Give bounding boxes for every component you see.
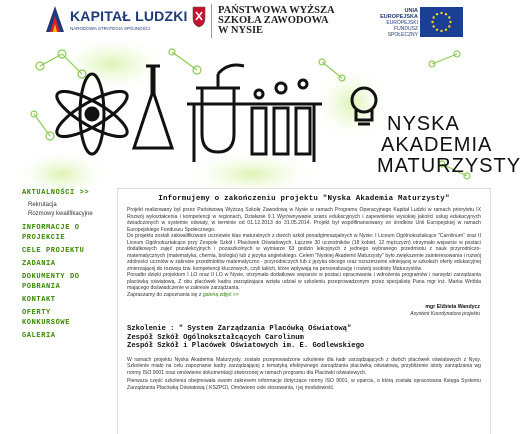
article-2-title bbox=[118, 325, 490, 351]
kapital-ludzki-emblem-icon bbox=[44, 4, 66, 34]
eu-line-1: UNIA EUROPEJSKA bbox=[380, 8, 418, 20]
pwsz-name bbox=[218, 6, 335, 36]
article-1-body bbox=[118, 207, 490, 298]
article-2-title-line-3: Zespół Szkół i Placówek Oświatowych im. E. Godlewskiego bbox=[127, 342, 365, 350]
banner-title-line-2: AKADEMIA bbox=[381, 134, 493, 156]
pwsz-line-2: SZKOŁA ZAWODOWA bbox=[218, 15, 329, 26]
sidebar-item-informacje[interactable]: INFORMACJE O PROJEKCIE bbox=[22, 224, 80, 242]
article-2-paragraph-2: Pierwsza część szkolenia obejmowała swoim zakresem informacje dotyczące normy ISO 9001, w oparciu, o którą została opracowana Księga Systemu Zarządzania Placówką Oświatową ( KSZPO). Omówiono cele stosowania, i jej modułowość. bbox=[127, 378, 481, 391]
eu-line-2: EUROPEJSKI bbox=[386, 20, 418, 26]
header-logos bbox=[0, 0, 500, 44]
article-2-title-line-1: Szkolenie : " System Zarządzania Placówką Oświatową" bbox=[127, 325, 352, 333]
gallery-link[interactable]: galerią zdjęć >> bbox=[202, 291, 239, 298]
signature-role: Asystent Koordynatora projektu bbox=[410, 311, 480, 317]
pwsz-line-3: W NYSIE bbox=[218, 25, 264, 36]
gallery-invite-text: Zapraszamy do zapoznania się z bbox=[127, 291, 203, 298]
banner-title-line-3: MATURZYSTY bbox=[377, 155, 521, 177]
sidebar-item-aktualnosci[interactable]: AKTUALNOŚCI >> bbox=[22, 189, 90, 197]
sidebar-subitem-rozmowy[interactable]: Rozmowy kwalifikacyjne bbox=[28, 211, 93, 217]
article-2-paragraph-1: W ramach projektu Nyska Akademia Maturzysty, zostało przeprowadzone szkolenie dla kadr zarządzających z dwóch placówek oświatowych z Nysy. Szkolenie miało na celu zapoznanie kadry zarządzającej z tematyką efektywnego zarządzania placówką oświatową, przybliżenie istoty zarządzania wg normy ISO 9001 oraz omówienie dokumentacji stworzonej w ramach programu dla Placówki oświatowych. bbox=[127, 356, 481, 376]
banner-title-line-1: NYSKA bbox=[387, 113, 460, 135]
sidebar-item-cele[interactable]: CELE PROJEKTU bbox=[22, 247, 85, 255]
pwsz-logo bbox=[192, 2, 352, 42]
sidebar-item-zadania[interactable]: ZADANIA bbox=[22, 260, 56, 268]
article-1-paragraph-1: Projekt realizowany był przez Państwową Wyższą Szkołę Zawodową w Nysie w ramach Programu Operacyjnego Kapitał Ludzki w ramach priorytetu IX Rozwój wykształcenia i kompetencji w regionach, Działanie 9.1 Wyrównywanie szans edukacyjnych i zapewnienie wysokiej jakości usług edukacyjnych świadczonych w systemie oświaty, w terminie od 01.12.2013 do 31.05.2014. Projekt był współfinansowany ze środków Unii Europejskiej w ramach Europejskiego Funduszu Społecznego. bbox=[127, 207, 481, 233]
sidebar-item-dokumenty[interactable]: DOKUMENTY DO POBRANIA bbox=[22, 273, 80, 291]
eu-logo bbox=[368, 2, 488, 42]
article-2-body bbox=[118, 357, 490, 392]
article-1-paragraph-3: Ponadto dzięki projektom I LO oraz II LO w Nysie, otrzymało dodatkowe wsparcie w postaci opracowania i wdrożenia programów i narzędzi zarządzania placówką oświatową. Z obu placówek kadra zarządzająca wzięła udział w szkoleniu przeprowadzonym przez specjalistę Pana mgr inż. Marka Wróbla mającego doświadczenie w zakresie zarządzania. bbox=[127, 272, 481, 291]
sidebar-item-kontakt[interactable]: KONTAKT bbox=[22, 296, 56, 304]
article-2-title-line-2: Zespół Szkół Ogólnokształcących Carolinum bbox=[127, 333, 304, 342]
article-1-paragraph-4 bbox=[127, 292, 481, 299]
sidebar bbox=[22, 188, 122, 344]
kapital-ludzki-subtitle: NARODOWA STRATEGIA SPÓJNOŚCI bbox=[70, 26, 151, 31]
pwsz-divider bbox=[211, 4, 212, 38]
eu-text bbox=[368, 8, 418, 38]
pwsz-shield-icon bbox=[192, 6, 206, 28]
main-content bbox=[117, 188, 491, 434]
pwsz-line-1: PAŃSTWOWA WYŻSZA bbox=[218, 5, 335, 16]
banner bbox=[22, 44, 521, 186]
sidebar-item-oferty[interactable]: OFERTY KONKURSOWE bbox=[22, 309, 71, 327]
eu-flag-icon bbox=[420, 7, 463, 37]
article-1-paragraph-2: Do projektu zostali zakwalifikowani uczniowie klas maturalnych z dwóch szkół ponadgimnazjalnych w Nysie: I Liceum Ogólnokształcące "Carolinum" oraz II Liceum Ogólnokształcące przy Zespole Szkół i Placówek Oświatowych. Łącznie 30 uczestników (18 kobiet, 12 mężczyzn) otrzymało wsparcie w postaci dodatkowych zajęć pozalekcyjnych i pozaszkolnych w wymiarze 63 godzin lekcyjnych z jednego wybranego przedmiotu z nauk przyrodniczo-matematycznych (matematyka, chemia, biologia) lub z języka angielskiego. Celem "Nyskiej Akademii Maturzysty" było zwiększenie zainteresowania i rozwój zdolności uczniów w zakresie przedmiotów matematyczno - przyrodniczych lub z języka obcego oraz rozszerzenie sitniejącej w szkołach oferty edukacyjnej zmierzającej do rozwoju tzw. kompetencji kluczowych, czyli takich, które wpływają na personalizację i rozwój osobisty Maturzystów. bbox=[127, 233, 481, 272]
eu-line-3: FUNDUSZ SPOŁECZNY bbox=[387, 26, 418, 38]
signature-name: mgr Elżbieta Wandycz bbox=[425, 304, 480, 310]
kapital-ludzki-name: KAPITAŁ LUDZKI bbox=[70, 8, 188, 24]
article-1-title: Informujemy o zakończeniu projektu "Nyska Akademia Maturzysty" bbox=[158, 195, 450, 203]
sidebar-item-galeria[interactable]: GALERIA bbox=[22, 332, 56, 340]
sidebar-subitem-rekrutacja[interactable]: Rekrutacja bbox=[28, 202, 57, 208]
banner-title bbox=[377, 113, 521, 177]
